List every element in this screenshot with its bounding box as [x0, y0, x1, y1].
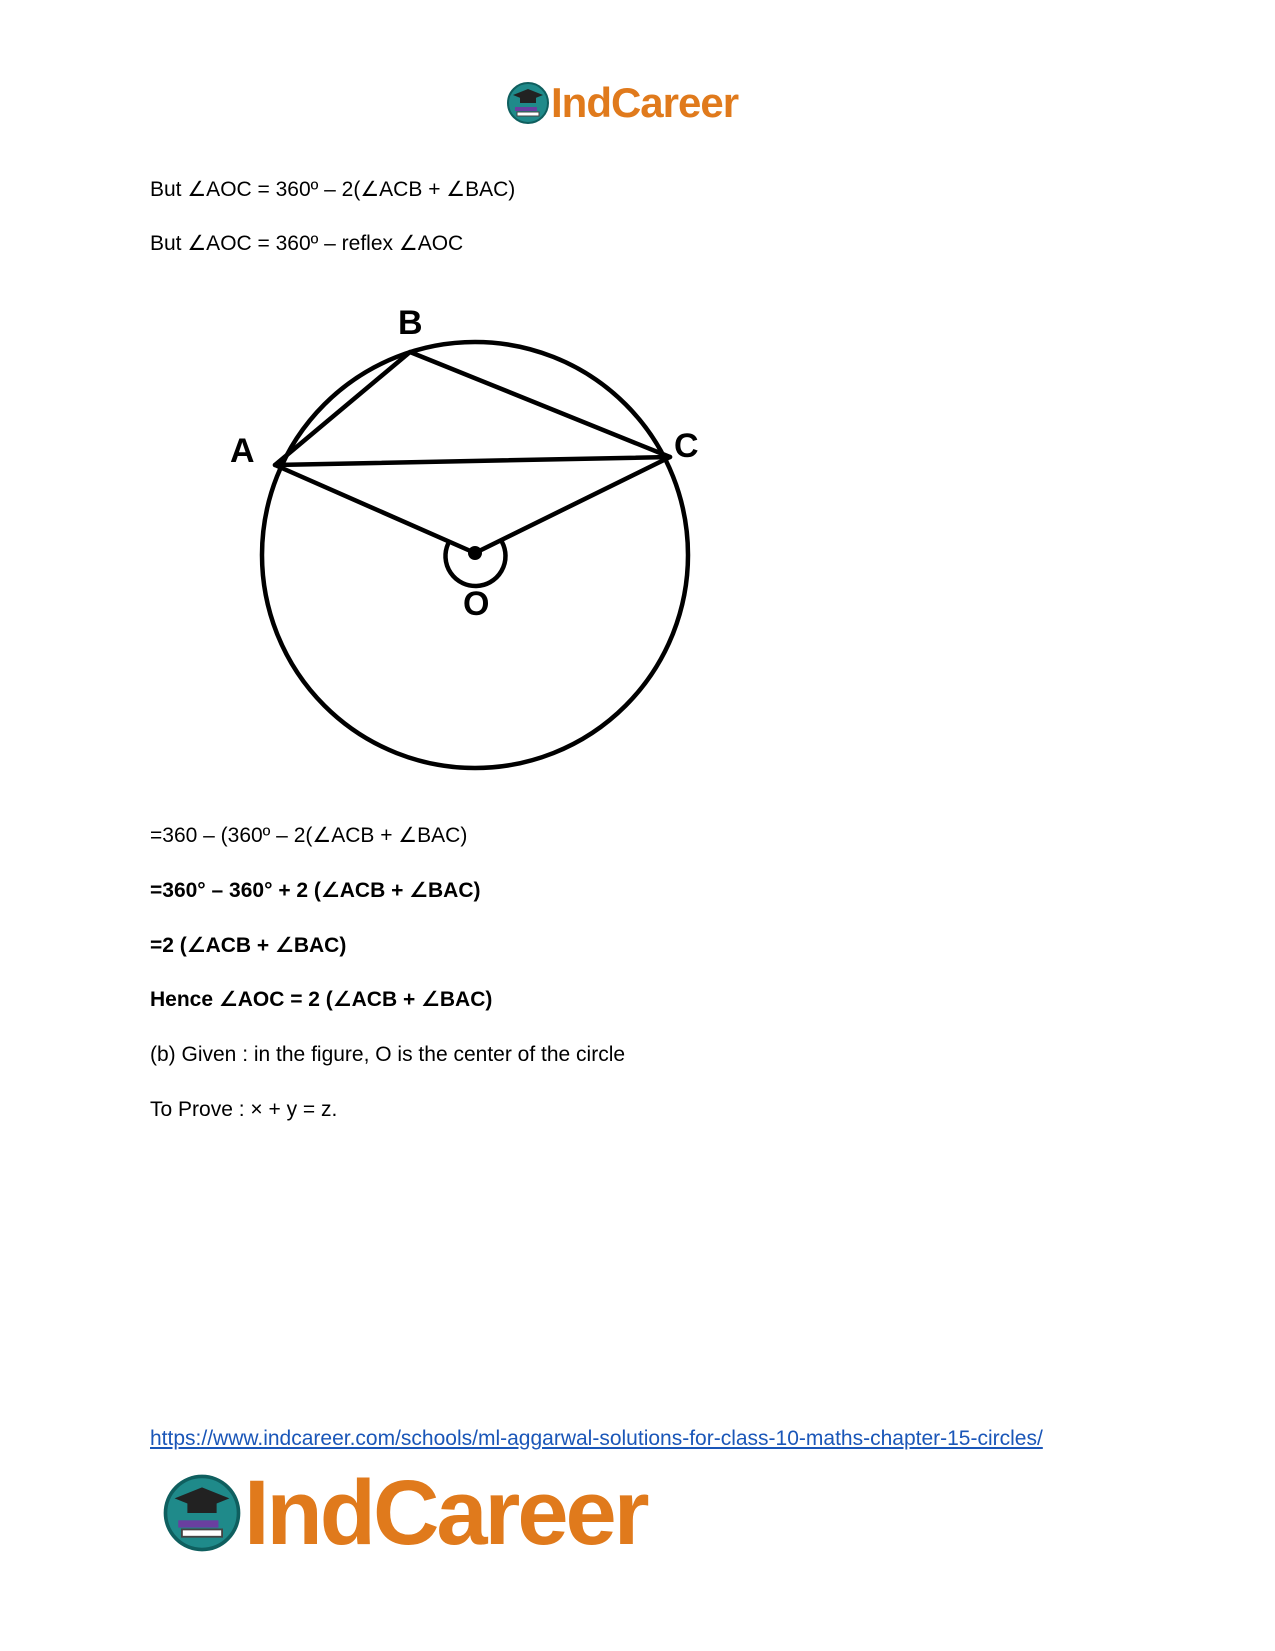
source-url-link[interactable]: https://www.indcareer.com/schools/ml-aggarwal-solutions-for-class-10-maths-chapter-15-circles/: [150, 1427, 1043, 1450]
angle-aoc-lines: [275, 457, 670, 553]
text-line: =360 – (360º – 2(∠ACB + ∠BAC): [150, 824, 468, 847]
text-line: To Prove : × + y = z.: [150, 1098, 338, 1121]
text-line: (b) Given : in the figure, O is the center of the circle: [150, 1043, 626, 1066]
label-c: C: [674, 427, 699, 465]
circle-geometry-figure: [230, 310, 750, 810]
text-line: But ∠AOC = 360º – 2(∠ACB + ∠BAC): [150, 178, 516, 201]
text-line-bold: =360° – 360° + 2 (∠ACB + ∠BAC): [150, 879, 481, 902]
text-line: But ∠AOC = 360º – reflex ∠AOC: [150, 232, 464, 255]
triangle-abc: [275, 352, 670, 465]
label-o: O: [463, 585, 490, 623]
center-point: [468, 546, 482, 560]
logo-wordmark: IndCareer: [244, 1462, 647, 1564]
graduation-globe-icon: [160, 1471, 244, 1555]
footer-logo: [160, 1462, 647, 1564]
graduation-globe-icon: [505, 80, 551, 126]
label-b: B: [398, 310, 423, 342]
label-a: A: [230, 432, 255, 470]
conclusion-line: Hence ∠AOC = 2 (∠ACB + ∠BAC): [150, 988, 493, 1011]
logo-wordmark: IndCareer: [551, 79, 739, 126]
text-line-bold: =2 (∠ACB + ∠BAC): [150, 934, 347, 957]
header-logo: [505, 78, 738, 128]
